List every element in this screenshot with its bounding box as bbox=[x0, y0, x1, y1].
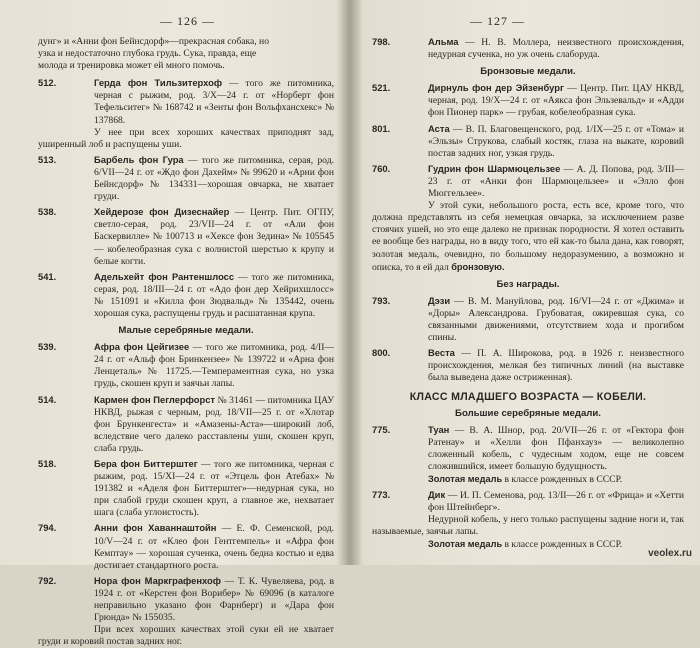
entry-number: 514. bbox=[38, 393, 57, 405]
entry-539 bbox=[38, 341, 334, 390]
section-heading: Большие серебряные медали. bbox=[455, 407, 601, 419]
entry-text: — В. М. Мануйлова, род. 16/VI—24 г. от «Джима» и «Доры» Александрова. Грубоватая, ожиревшая сука, со связанными движениями, отсутствием хода и прогибом спины. bbox=[428, 295, 684, 344]
entry-801 bbox=[372, 123, 684, 160]
entry-793 bbox=[372, 295, 684, 344]
medal-line bbox=[372, 538, 684, 551]
entry-798 bbox=[372, 36, 684, 61]
entry-513 bbox=[38, 154, 334, 203]
dog-name: Туан bbox=[428, 423, 450, 435]
entry-number: 798. bbox=[372, 36, 391, 47]
dog-name: Гудрин фон Шармюцельзее bbox=[428, 162, 561, 174]
entry-text: — того же питомника, род. 4/II—24 г. от «Альф фон Бринкензее» № 139722 и «Арна фон Ленцеталь» № 11725.—Темпераментная сука, но узка грудь, скошен круп и заячьи лапы. bbox=[94, 342, 334, 390]
medal-label: бронзовую. bbox=[451, 261, 505, 272]
section-heading: Малые серебряные медали. bbox=[118, 325, 254, 337]
entry-number: 521. bbox=[372, 82, 391, 94]
dog-name: Аста bbox=[428, 122, 450, 134]
dog-name: Хейдерозе фон Дизеснайер bbox=[94, 206, 230, 218]
entry-text: — того же питомника, черная с рыжим, род. 3/X—24 г. от «Норберт фон Тефельситег» № 168742 и «Зенты фон Вольфхансхекс» № 137868. bbox=[94, 78, 335, 126]
entry-text: — Т. К. Чувеляева, род. в 1924 г. от «Керстен фон Ворибер» № 69096 (в каталоге неправильно указано фон Фарнберг) и «Дара фон Грюнда» № 155035. bbox=[94, 575, 334, 624]
entry-text: — того же питомника, серая, род. 18/III—24 г. от «Адо фон дер Хейрихшлосс» № 151091 и «Килла фон Зюдвальд» № 135442, очень хорошая сука, распущены грудь и расшатанная крупа. bbox=[94, 271, 335, 319]
dog-name: Веста bbox=[428, 347, 455, 359]
dog-name: Афра фон Цейгизее bbox=[94, 341, 190, 353]
entry-number: 773. bbox=[372, 489, 391, 501]
entry-number: 792. bbox=[38, 574, 57, 586]
entry-number: 793. bbox=[372, 294, 391, 306]
entry-number: 518. bbox=[38, 458, 57, 469]
dog-name: Дэзи bbox=[428, 294, 451, 306]
dog-name: Дирнуль фон дер Эйзенбург bbox=[428, 82, 564, 94]
entry-text: — Центр. Пит. ЦАУ НКВД, черная, род. 19/X—24 г. от «Аякса фон Эльзевальд» и «Адди фон Пионер парк» — грубая, кобелеобразная сука. bbox=[428, 83, 684, 119]
right-column bbox=[372, 36, 684, 552]
entry-text: — П. А. Широкова, род. в 1926 г. неизвестного происхождения, мелкая без типичных линий (на выставке была выведена даже остриженная). bbox=[428, 348, 684, 384]
page-number-right: — 127 — bbox=[470, 14, 525, 28]
entry-521 bbox=[372, 82, 684, 119]
entry-text: — того же питомника, серая, род. 6/VII—24 г. от «Ждо фон Дахейм» № 99620 и «Арни фон Бейнсдорф» № 134331—хорошая овчарка, не хватает груди. bbox=[94, 154, 334, 203]
medal-line bbox=[372, 473, 684, 486]
medal-text: в классе рожденных в СССР. bbox=[502, 539, 623, 551]
medal-text: в классе рожденных в СССР. bbox=[502, 474, 623, 485]
entry-number: 538. bbox=[38, 206, 57, 218]
entry-text: — А. Д. Попова, род. 3/III—23 г. от «Анки фон Шармюцельзее» и «Элло фон Мюггельзее». bbox=[428, 163, 684, 200]
right-page bbox=[352, 0, 700, 565]
paragraph: При всех хороших качествах этой суки ей не хватает груди и коровий постав задних ног. bbox=[38, 624, 334, 648]
entry-number: 541. bbox=[38, 270, 57, 282]
entry-number: 760. bbox=[372, 162, 391, 174]
entry-800 bbox=[372, 347, 684, 384]
dog-name: Адельхейт фон Рантеншлосс bbox=[94, 270, 235, 282]
watermark: veolex.ru bbox=[648, 548, 692, 559]
paragraph-text: У этой суки, небольшого роста, есть все, кроме того, что должна представлять из себя немецкая овчарка, за исключением разве стоячих ушей, но это еще далеко не признак породности. Я хотел оставить ее вообще без награды, но в виду того, что ей как-то была дана, как говорят, золотая медаль, очевидно, по большому недоразумению, а возможно и описка, то я ей дал bbox=[372, 200, 684, 273]
entry-text: — В. А. Шнор, род. 20/VII—26 г. от «Гектора фон Ратенау» и «Хелли фон Пфанхауз» — великолепно сложенный кобель, с чудесным ходом, еще не совсем сложившийся, имеет большую будущность. bbox=[428, 424, 684, 472]
entry-number: 801. bbox=[372, 122, 391, 134]
entry-518 bbox=[38, 458, 334, 519]
section-heading: Бронзовые медали. bbox=[480, 66, 576, 78]
entry-760 bbox=[372, 163, 684, 200]
dog-name: Дик bbox=[428, 489, 446, 501]
dog-name: Альма bbox=[428, 36, 459, 47]
entry-text: — того же питомника, черная с рыжим, род. 15/XI—24 г. от «Этцель фон Атебах» № 191382 и «Аделя фон Биттерштег»—недурная сука, но при слабой груди скошен круп, а главное же, нехватает шага (слаба углоистость). bbox=[94, 459, 334, 519]
entry-number: 512. bbox=[38, 77, 57, 89]
entry-text: № 31461 — питомника ЦАУ НКВД, рыжая с черным, род. 18/VII—25 г. от «Хлотар фон Брункенгеста» и «Амазены-Аста»—широкий лоб, вследствие чего далеко расставлены уши, скошен круп, слаба грудь. bbox=[94, 394, 334, 454]
section-heading: Без награды. bbox=[496, 278, 560, 290]
left-column bbox=[38, 36, 334, 648]
entry-number: 775. bbox=[372, 423, 391, 435]
paragraph: У нее при всех хороших качествах приподнят зад, уширенный лоб и распущены уши. bbox=[38, 126, 334, 150]
class-heading: КЛАСС МЛАДШЕГО ВОЗРАСТА — КОБЕЛИ. bbox=[409, 391, 647, 404]
entry-text: — Центр. Пит. ОГПУ, светло-серая, род. 23/VII—24 г. от «Али фон Баскервилле» № 100713 и «Хексе фон Зедина» № 105545 — кобелеобразная сука с волнистой шерстью к крупу и белые когти. bbox=[94, 207, 334, 267]
dog-name: Кармен фон Пеглерфорст bbox=[94, 393, 216, 405]
entry-text: — Е. Ф. Семенской, род. 10/V—24 г. от «Клео фон Гентгемпель» и «Афра фон Кемптау» — хорошая сученка, очень бедна костью и едва достигает стандартного роста. bbox=[94, 523, 334, 571]
entry-512 bbox=[38, 77, 334, 126]
entry-number: 794. bbox=[38, 522, 57, 534]
entry-number: 513. bbox=[38, 153, 57, 165]
entry-794 bbox=[38, 522, 334, 571]
entry-541 bbox=[38, 271, 334, 320]
page-number-left: — 126 — bbox=[160, 14, 215, 28]
entry-text: — В. П. Благовещенского, род. 1/IX—25 г. от «Тома» и «Эльзы» Струкова, слабый костяк, глаза на выкате, коровий постав задних ног, узкая грудь. bbox=[428, 123, 684, 159]
dog-name: Герда фон Тильзитерхоф bbox=[94, 77, 223, 89]
paragraph: Недурной кобель, у него только распущены задние ноги и, так называемые, заячьи лапы. bbox=[372, 514, 684, 538]
paragraph bbox=[372, 200, 684, 274]
text-line: дунг» и «Анни фон Бейнсдорф»—прекрасная собака, но bbox=[38, 36, 269, 47]
medal-label: Золотая медаль bbox=[428, 539, 503, 550]
dog-name: Бера фон Биттерштег bbox=[94, 458, 198, 469]
dog-name: Барбель фон Гура bbox=[94, 153, 184, 165]
entry-792 bbox=[38, 575, 334, 624]
entry-text: — И. П. Семенова, род. 13/II—26 г. от «Фрица» и «Хетти фон Штейнберг». bbox=[428, 490, 684, 514]
medal-label: Золотая медаль bbox=[428, 474, 503, 484]
entry-text: — Н. В. Моллера, неизвестного происхождения, недурная сученка, но уж очень слаборуда. bbox=[428, 37, 684, 61]
dog-name: Нора фон Маркграфенхоф bbox=[94, 574, 221, 586]
entry-number: 800. bbox=[372, 347, 391, 359]
entry-775 bbox=[372, 424, 684, 473]
dog-name: Анни фон Хаваннаштойн bbox=[94, 522, 217, 534]
entry-514 bbox=[38, 394, 334, 455]
entry-773 bbox=[372, 489, 684, 514]
entry-number: 539. bbox=[38, 341, 57, 353]
entry-538 bbox=[38, 206, 334, 267]
text-line: молода и тренировка может ей много помочь. bbox=[38, 60, 225, 72]
text-line: узка и недостаточно глубока грудь. Сука, правда, еще bbox=[38, 48, 257, 60]
